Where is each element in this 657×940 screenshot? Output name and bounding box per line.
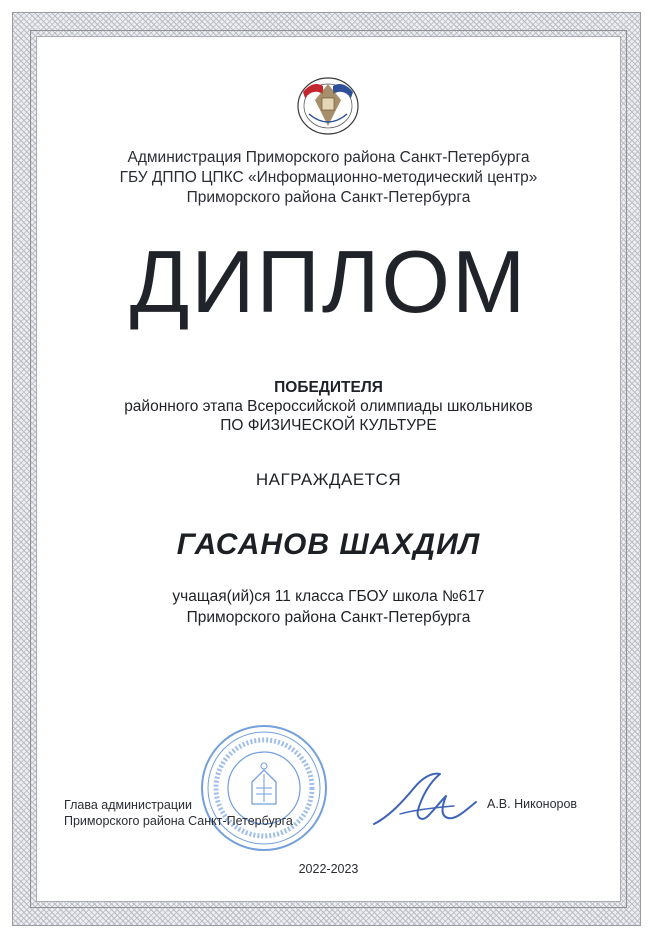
- official-stamp-icon: [198, 722, 330, 854]
- signatory-name: А.В. Никоноров: [487, 797, 578, 811]
- org-line-3: Приморского района Санкт-Петербурга: [186, 189, 471, 206]
- recipient-name: ГАСАНОВ ШАХДИЛ: [176, 528, 481, 561]
- academic-year: 2022-2023: [298, 862, 359, 876]
- signature-icon: [370, 766, 480, 836]
- org-line-1: Администрация Приморского района Санкт-Петербурга: [127, 149, 530, 166]
- signatory-position-line-1: Глава администрации: [64, 798, 192, 812]
- recipient-district: Приморского района Санкт-Петербурга: [186, 609, 471, 626]
- district-emblem-icon: [289, 70, 367, 138]
- olympiad-subject: ПО ФИЗИЧЕСКОЙ КУЛЬТУРЕ: [220, 417, 437, 434]
- olympiad-stage: районного этапа Всероссийской олимпиады школьников: [124, 398, 533, 415]
- org-line-2: ГБУ ДППО ЦПКС «Информационно-методический центр»: [119, 169, 538, 186]
- recipient-details: [0, 586, 657, 628]
- recipient-school: учащая(ий)ся 11 класса ГБОУ школа №617: [172, 588, 485, 605]
- award-description: [0, 378, 657, 435]
- awarded-label: НАГРАЖДАЕТСЯ: [255, 470, 402, 489]
- diploma-title: ДИПЛОМ: [129, 232, 528, 331]
- signatory-position-line-2: Приморского района Санкт-Петербурга: [64, 814, 293, 828]
- signatory-position: [64, 797, 293, 829]
- organization-block: [0, 148, 657, 208]
- winner-label: ПОБЕДИТЕЛЯ: [274, 379, 383, 396]
